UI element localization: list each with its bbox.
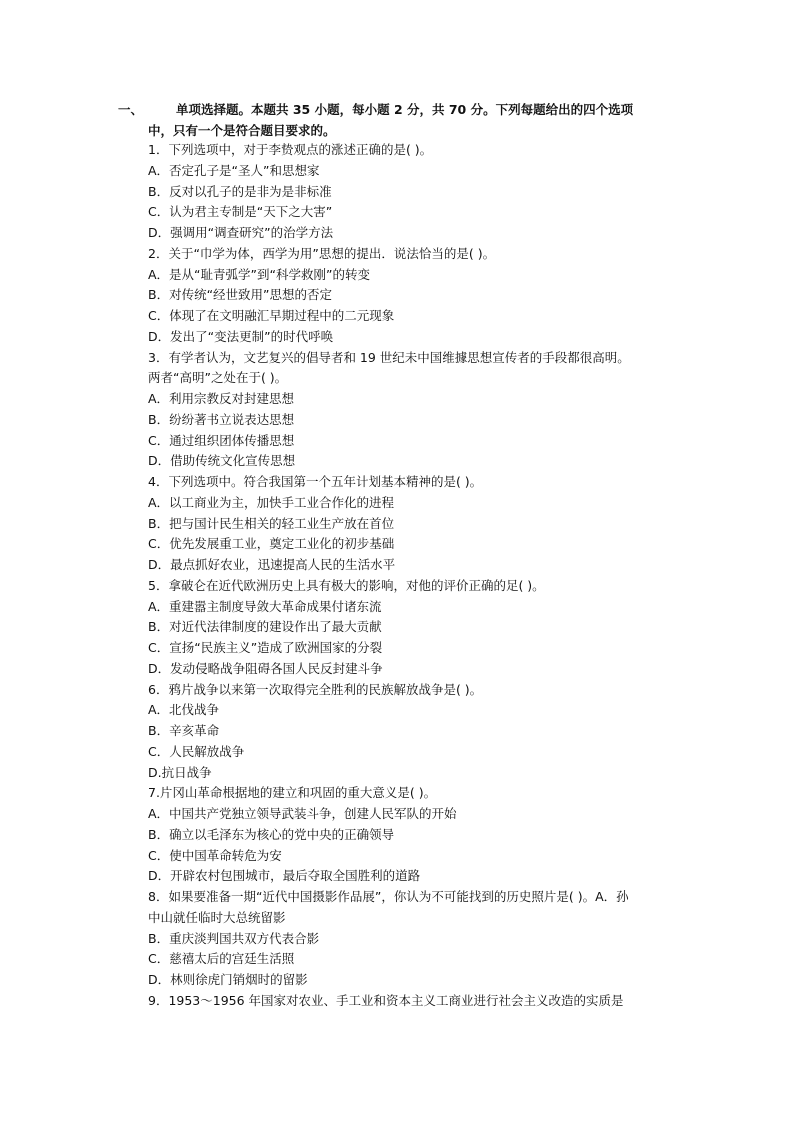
section-title-line-1: 单项选择题。本题共 35 小题，每小题 2 分，共 70 分。下列每题给出的四个选项 bbox=[176, 102, 634, 117]
text-line: C．认为君主专制是“天下之大害” bbox=[148, 204, 333, 220]
text-line: B．确立以毛泽东为核心的党中央的正确领导 bbox=[148, 826, 395, 842]
text-line: A．否定孔子是“圣人”和思想家 bbox=[148, 162, 320, 178]
text-line: A．中国共产党独立领导武装斗争，创建人民军队的开始 bbox=[148, 806, 457, 821]
text-line: 2．关于“巾学为体，西学为用”思想的提出．说法恰当的是( )。 bbox=[148, 245, 496, 261]
text-line: D．借助传统文化宣传思想 bbox=[148, 453, 296, 469]
text-line: 8．如果要准备一期“近代中国摄影作品展”，你认为不可能找到的历史照片是( )。A．孙 bbox=[148, 889, 629, 904]
text-line: 1．下列选项中，对于李贽观点的涨述正确的是( )。 bbox=[148, 142, 433, 157]
text-line: 两者“高明”之处在于( )。 bbox=[148, 370, 288, 386]
text-line: A．北伐战争 bbox=[148, 702, 220, 718]
text-line: B．重庆淡判国共双方代表合影 bbox=[148, 930, 320, 946]
text-line: A．利用宗教反对封建思想 bbox=[148, 391, 295, 406]
text-line: 9．1953～1956 年国家对农业、手工业和资本主义工商业进行社会主义改造的实质是 bbox=[148, 992, 624, 1008]
text-line: B．反对以孔子的是非为是非标准 bbox=[148, 183, 332, 199]
text-line: D．发出了“变法更制”的时代呼唤 bbox=[148, 328, 334, 344]
text-line: A．以工商业为主，加快手工业合作化的进程 bbox=[148, 494, 395, 510]
text-line: D．发动侵略战争阻碍各国人民反封建斗争 bbox=[148, 660, 383, 676]
text-line: B．对传统“经世致用”思想的否定 bbox=[148, 287, 333, 303]
text-line: 4．下列选项中。符合我国第一个五年计划基本精神的是( )。 bbox=[148, 474, 483, 489]
text-line: B．辛亥革命 bbox=[148, 723, 220, 738]
text-line: 5．拿破仑在近代欧洲历史上具有极大的影响，对他的评价正确的足( )。 bbox=[148, 577, 545, 593]
section-number: 一、 bbox=[118, 102, 144, 117]
text-line: D．最点抓好农业，迅速提高人民的生活水平 bbox=[148, 557, 396, 572]
section-heading bbox=[118, 99, 678, 141]
text-line: 3．有学者认为，文艺复兴的倡导者和 19 世纪未中国维據思想宣传者的手段都很高明。 bbox=[148, 349, 630, 365]
text-line: D．强调用“调查研究”的治学方法 bbox=[148, 225, 334, 240]
text-line: 中山就任临时大总统留影 bbox=[148, 909, 286, 925]
text-line: C．慈禧太后的宫廷生活照 bbox=[148, 951, 295, 967]
section-title-line-2: 中，只有一个是符合题目要求的。 bbox=[148, 123, 336, 138]
text-line: C．宣扬“民族主义”造成了欧洲国家的分裂 bbox=[148, 640, 383, 655]
text-line: C．优先发展重工业，奠定工业化的初步基础 bbox=[148, 536, 395, 552]
text-line: A．重建嚣主制度导敛大革命成果付诸东流 bbox=[148, 598, 382, 614]
text-line: 6．鸦片战争以来第一次取得完全胜利的民族解放战争是( )。 bbox=[148, 681, 483, 697]
text-line: D．林则徐虎门销烟时的留影 bbox=[148, 972, 308, 987]
text-line: C．体现了在文明融汇早期过程中的二元现象 bbox=[148, 308, 395, 323]
text-line: C．使中国革命转危为安 bbox=[148, 847, 282, 863]
text-line: D.抗日战争 bbox=[148, 764, 212, 780]
text-line: B．对近代法律制度的建设作出了最大贡献 bbox=[148, 619, 382, 635]
text-line: A．是从“耻青弧学”到“科学救刚”的转变 bbox=[148, 266, 370, 282]
text-line: C．通过组织团体传播思想 bbox=[148, 432, 295, 448]
question-body bbox=[148, 140, 684, 1012]
text-line: 7.片冈山革命根据地的建立和巩固的重大意义是( )。 bbox=[148, 785, 437, 801]
text-line: C．人民解放战争 bbox=[148, 743, 245, 759]
text-line: D．开辟农村包围城市，最后夺取全国胜利的道路 bbox=[148, 868, 421, 884]
text-line: B．把与国计民生相关的轻工业生产放在首位 bbox=[148, 515, 395, 531]
text-line: B．纷纷著书立说表达思想 bbox=[148, 411, 295, 427]
